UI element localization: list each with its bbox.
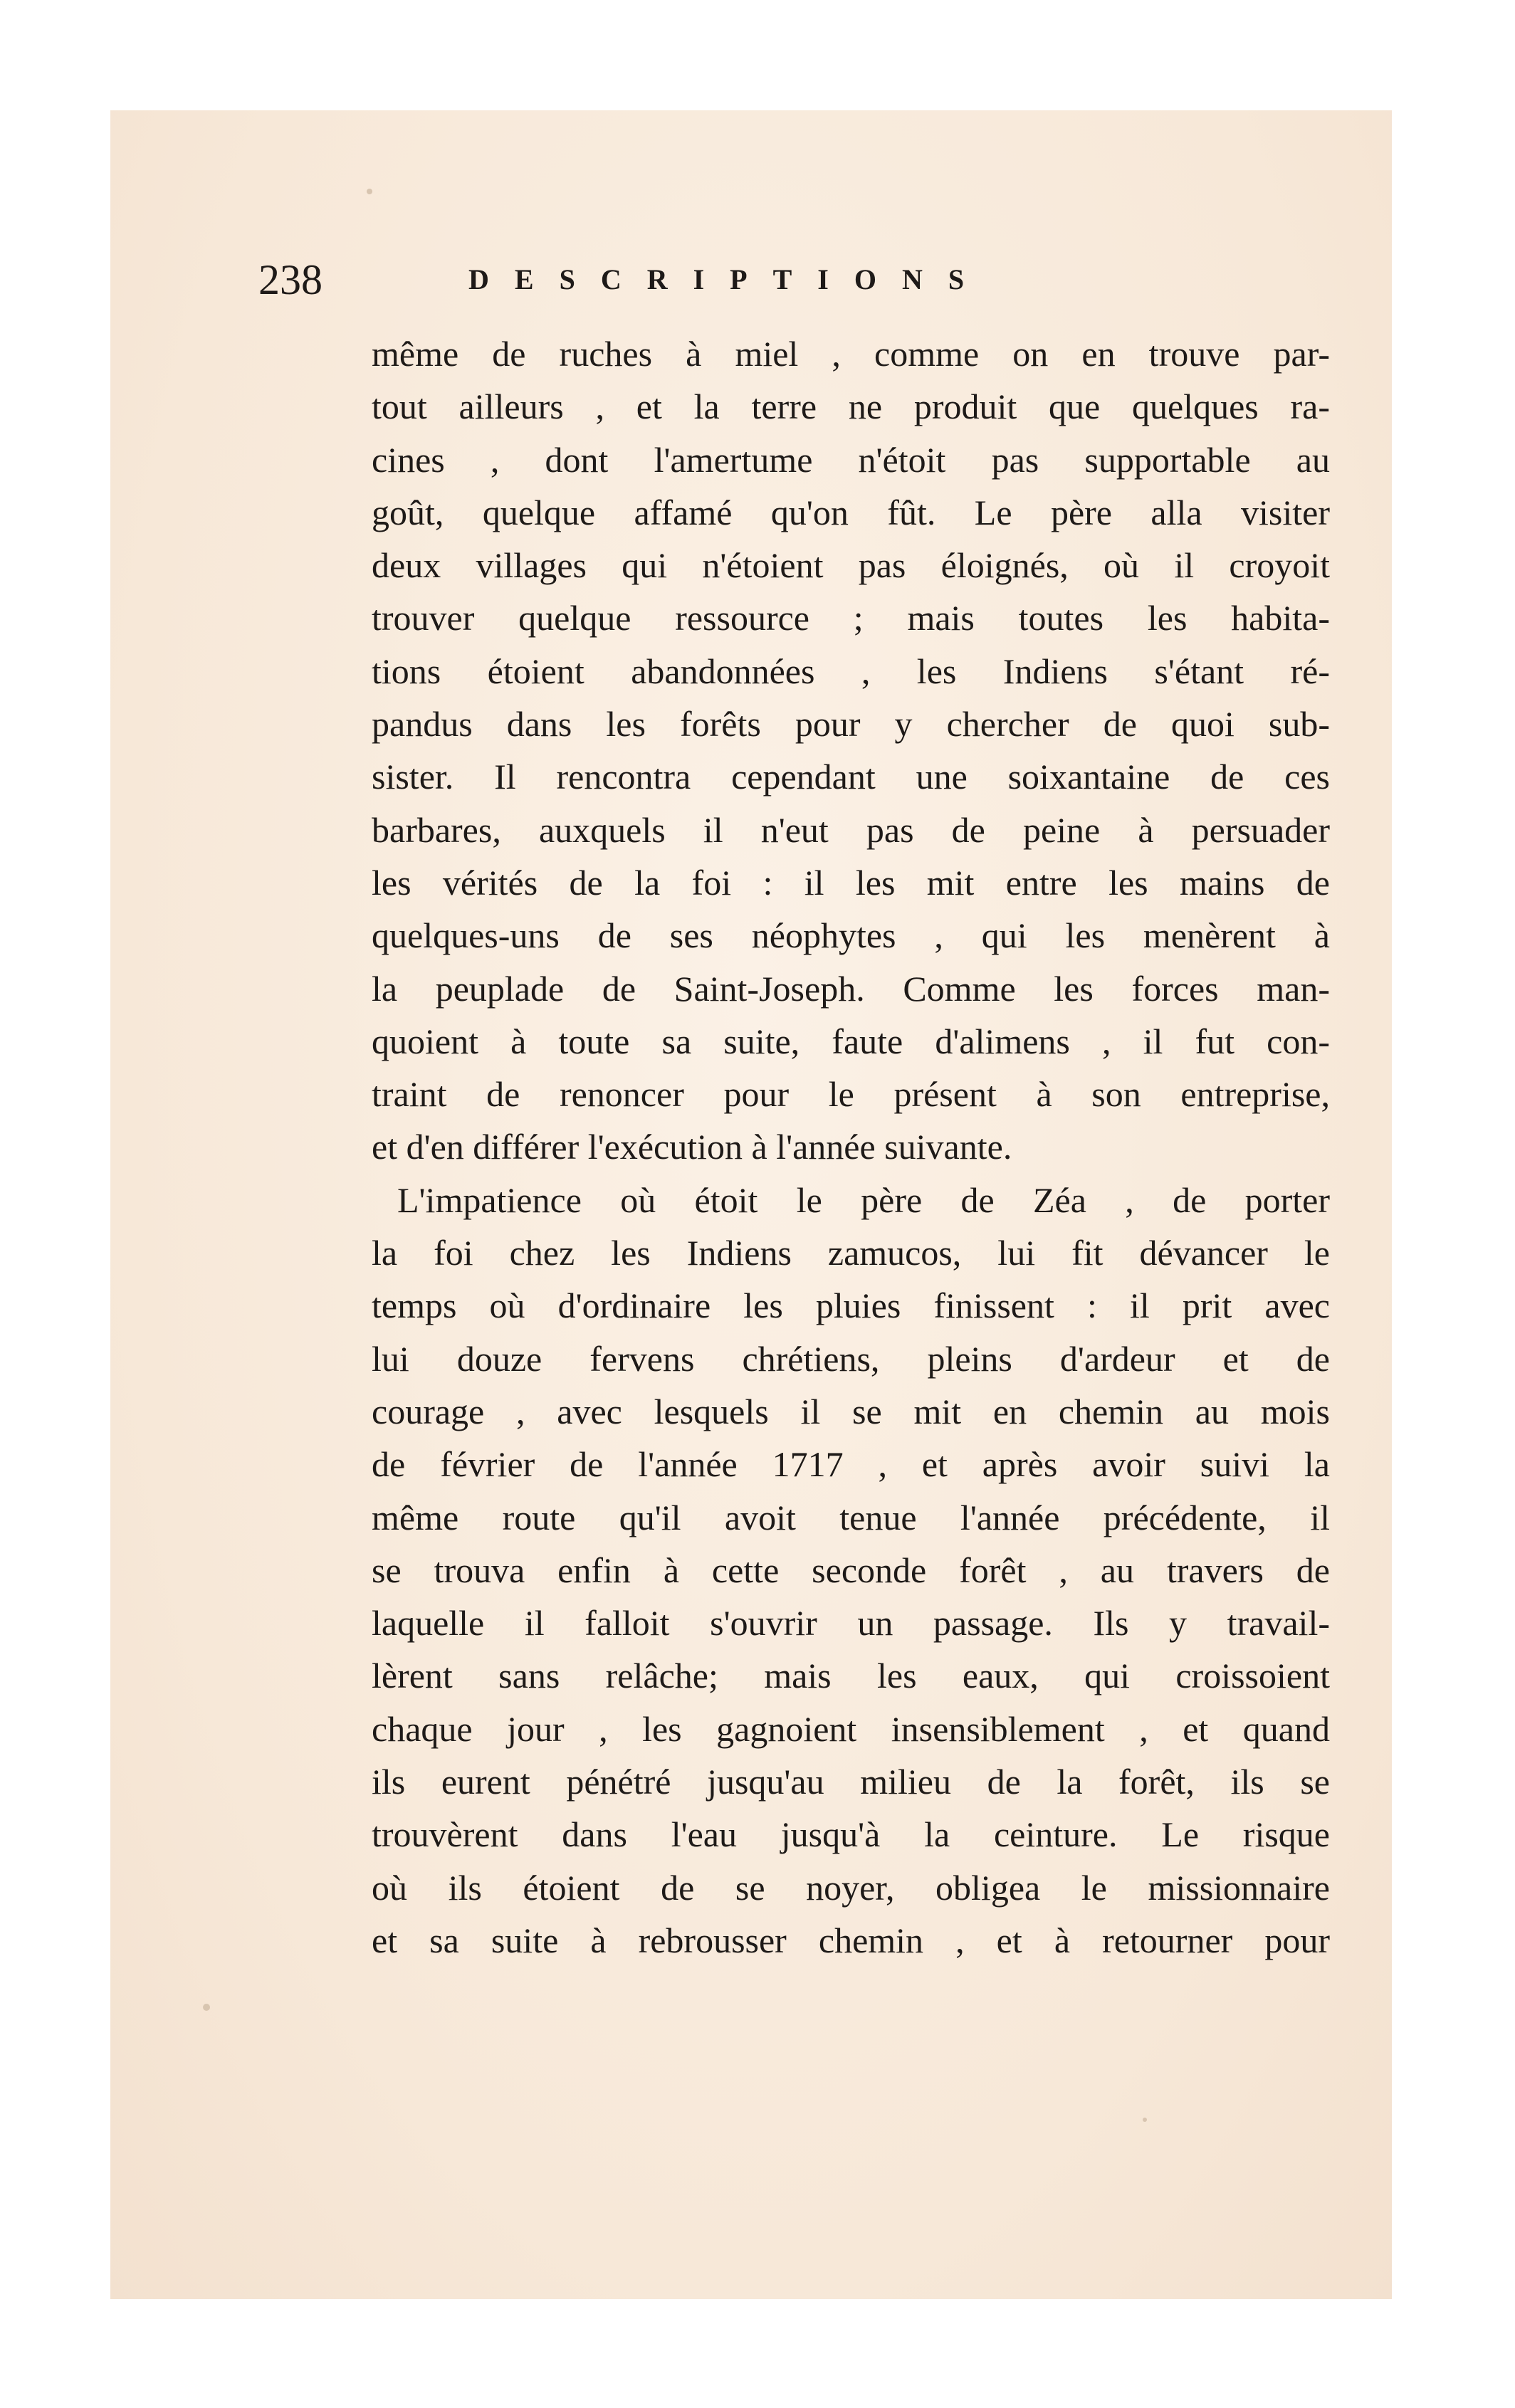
paper-speck [1143,2118,1147,2122]
paper-speck [367,189,372,194]
text-line: ils eurent pénétré jusqu'au milieu de la forêt, ils se [372,1762,1330,1802]
page-number: 238 [258,256,323,303]
text-line: chaque jour , les gagnoient insensiblement , et quand [372,1708,1330,1749]
paragraph-end-line: et d'en différer l'exécution à l'année suivante. [372,1127,1012,1167]
text-line: lui douze fervens chrétiens, pleins d'ardeur et de [372,1338,1330,1379]
text-line: pandus dans les forêts pour y chercher de quoi sub- [372,704,1330,745]
paragraph-start-line: L'impatience où étoit le père de Zéa , de porter [397,1179,1330,1220]
text-line: traint de renoncer pour le présent à son entreprise, [372,1074,1330,1115]
text-line: quelques-uns de ses néophytes , qui les menèrent à [372,915,1330,956]
text-line: laquelle il falloit s'ouvrir un passage. Ils y travail- [372,1603,1330,1644]
text-line: deux villages qui n'étoient pas éloignés, où il croyoit [372,545,1330,586]
body-text [372,327,1330,1967]
text-line: temps où d'ordinaire les pluies finissent : il prit avec [372,1286,1330,1326]
running-head: DESCRIPTIONS [468,263,990,295]
text-line: cines , dont l'amertume n'étoit pas supportable au [372,439,1330,480]
text-line: goût, quelque affamé qu'on fût. Le père alla visiter [372,492,1330,532]
text-line: où ils étoient de se noyer, obligea le missionnaire [372,1867,1330,1908]
text-line: trouver quelque ressource ; mais toutes les habita- [372,598,1330,638]
text-line: même de ruches à miel , comme on en trouve par- [372,334,1330,374]
text-line: de février de l'année 1717 , et après avoir suivi la [372,1444,1330,1485]
text-line: la peuplade de Saint-Joseph. Comme les forces man- [372,968,1330,1009]
text-line: barbares, auxquels il n'eut pas de peine à persuader [372,809,1330,850]
text-line: se trouva enfin à cette seconde forêt , au travers de [372,1550,1330,1590]
paper-speck [203,2004,210,2011]
text-line: courage , avec lesquels il se mit en chemin au mois [372,1391,1330,1431]
text-line: et sa suite à rebrousser chemin , et à retourner pour [372,1920,1330,1960]
text-line: tout ailleurs , et la terre ne produit que quelques ra- [372,387,1330,427]
page-header [258,244,1291,315]
text-line: les vérités de la foi : il les mit entre les mains de [372,862,1330,903]
text-line: la foi chez les Indiens zamucos, lui fit dévancer le [372,1233,1330,1273]
text-line: tions étoient abandonnées , les Indiens s'étant ré- [372,651,1330,691]
text-line: sister. Il rencontra cependant une soixantaine de ces [372,757,1330,797]
text-line: trouvèrent dans l'eau jusqu'à la ceinture. Le risque [372,1814,1330,1855]
text-line: quoient à toute sa suite, faute d'alimens , il fut con- [372,1021,1330,1061]
text-line: lèrent sans relâche; mais les eaux, qui croissoient [372,1656,1330,1696]
text-line: même route qu'il avoit tenue l'année précédente, il [372,1497,1330,1537]
